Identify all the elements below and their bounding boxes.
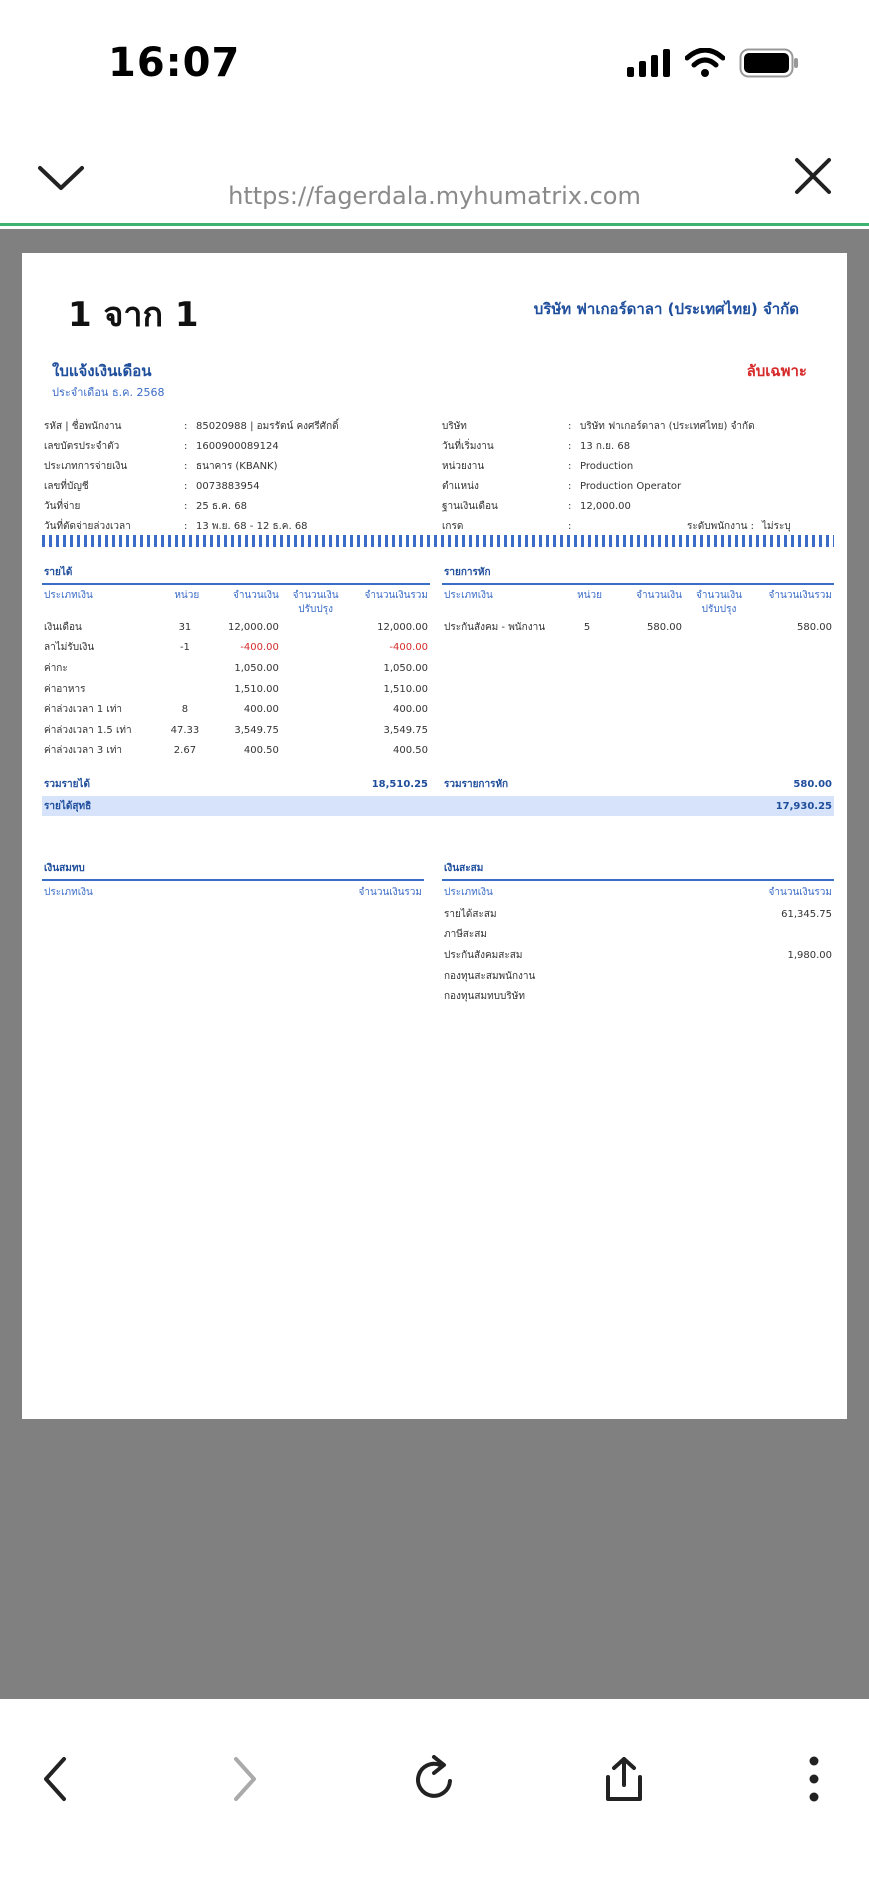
info-row: ประเภทการจ่ายเงิน : ธนาคาร (KBANK)	[44, 460, 278, 472]
status-bar	[0, 0, 869, 130]
table-row: ค่าล่วงเวลา 1 เท่า 8 400.00 400.00	[44, 704, 428, 716]
browser-toolbar	[0, 1699, 869, 1884]
close-icon[interactable]	[793, 156, 833, 196]
table-row: ค่าล่วงเวลา 1.5 เท่า 47.33 3,549.75 3,549.75	[44, 724, 428, 736]
accumulated-title: เงินสะสม	[444, 863, 484, 874]
accumulated-list	[444, 904, 832, 1007]
list-item: รายได้สะสม 61,345.75	[444, 908, 832, 920]
status-icons	[627, 48, 799, 78]
table-row: ประกันสังคม - พนักงาน 5 580.00 580.00	[444, 621, 832, 633]
barcode-divider	[42, 535, 834, 547]
employee-info-left	[44, 416, 434, 536]
info-row: วันที่ตัดจ่ายล่วงเวลา : 13 พ.ย. 68 - 12 ธ.ค. 68	[44, 520, 308, 532]
reload-button[interactable]	[406, 1751, 462, 1807]
employee-info-right	[442, 416, 832, 536]
income-title: รายได้	[44, 567, 73, 578]
col-header-type: ประเภทเงิน	[44, 590, 93, 601]
col-header-total: จำนวนเงินรวม	[768, 887, 832, 898]
list-item: กองทุนสมทบบริษัท	[444, 991, 525, 1003]
table-header-row	[42, 589, 430, 617]
more-icon	[808, 1755, 820, 1803]
table-row: ลาไม่รับเงิน -1 -400.00 -400.00	[44, 642, 428, 654]
col-header-type: ประเภทเงิน	[44, 887, 93, 898]
deduction-title: รายการหัก	[444, 567, 491, 578]
employee-level-value: ไม่ระบุ	[762, 520, 791, 532]
income-total-value: 18,510.25	[371, 778, 428, 790]
net-income-value: 17,930.25	[775, 800, 832, 812]
url-text[interactable]: https://fagerdala.myhumatrix.com	[228, 182, 641, 210]
table-row: ค่าล่วงเวลา 3 เท่า 2.67 400.50 400.50	[44, 745, 428, 757]
battery-icon	[739, 48, 799, 78]
deduction-total-label: รวมรายการหัก	[444, 778, 509, 790]
slip-period: ประจำเดือน ธ.ค. 2568	[52, 386, 165, 399]
contribution-title: เงินสมทบ	[44, 863, 85, 874]
contribution-divider	[42, 879, 424, 881]
col-header-adjust: จำนวนเงิน ปรับปรุง	[696, 590, 742, 615]
col-header-amount: จำนวนเงิน	[232, 590, 279, 601]
col-header-total: จำนวนเงินรวม	[358, 887, 422, 898]
share-icon	[600, 1755, 648, 1803]
accumulated-header	[444, 885, 832, 900]
info-row: เลขบัตรประจำตัว : 1600900089124	[44, 440, 279, 452]
page-indicator: 1 จาก 1	[68, 295, 199, 335]
table-header-row	[442, 589, 834, 617]
col-header-unit: หน่วย	[577, 590, 602, 601]
col-header-total: จำนวนเงินรวม	[364, 590, 428, 601]
income-total-row	[42, 775, 430, 793]
info-row: รหัส | ชื่อพนักงาน : 85020988 | อมรรัตน์ คงศรีศักดิ์	[44, 420, 339, 432]
status-time: 16:07	[108, 40, 241, 86]
col-header-type: ประเภทเงิน	[444, 590, 493, 601]
wifi-icon	[685, 48, 725, 78]
deduction-table	[442, 589, 834, 638]
income-divider	[42, 583, 430, 585]
table-row: ค่าอาหาร 1,510.00 1,510.00	[44, 683, 428, 695]
info-row: วันที่จ่าย : 25 ธ.ค. 68	[44, 500, 247, 512]
col-header-adjust: จำนวนเงิน ปรับปรุง	[292, 590, 339, 615]
reload-icon	[410, 1755, 458, 1803]
back-button[interactable]	[28, 1751, 84, 1807]
info-row: เกรด : ระดับพนักงาน : ไม่ระบุ	[442, 516, 832, 536]
info-row: หน่วยงาน : Production	[442, 460, 634, 472]
info-row: เลขที่บัญชี : 0073883954	[44, 480, 260, 492]
slip-title: ใบแจ้งเงินเดือน	[52, 362, 152, 380]
forward-icon	[224, 1755, 264, 1803]
share-button[interactable]	[596, 1751, 652, 1807]
employee-level-label: ระดับพนักงาน :	[687, 520, 754, 532]
back-icon	[36, 1755, 76, 1803]
deduction-total-row	[442, 775, 834, 793]
table-row: เงินเดือน 31 12,000.00 12,000.00	[44, 621, 428, 633]
net-income-label: รายได้สุทธิ	[44, 800, 92, 812]
deduction-total-value: 580.00	[793, 778, 832, 790]
browser-url-bar	[0, 130, 869, 226]
deduction-divider	[442, 583, 834, 585]
forward-button[interactable]	[216, 1751, 272, 1807]
col-header-total: จำนวนเงินรวม	[768, 590, 832, 601]
list-item: ประกันสังคมสะสม 1,980.00	[444, 949, 832, 961]
document-viewer[interactable]	[0, 229, 869, 1699]
accumulated-divider	[442, 879, 834, 881]
payslip-page	[22, 253, 847, 1419]
col-header-type: ประเภทเงิน	[444, 887, 493, 898]
col-header-amount: จำนวนเงิน	[636, 590, 682, 601]
contribution-header	[44, 885, 422, 900]
income-table	[42, 589, 430, 761]
list-item: ภาษีสะสม	[444, 929, 487, 941]
info-row: บริษัท : บริษัท ฟาเกอร์ดาลา (ประเทศไทย) จำกัด	[442, 420, 755, 432]
list-item: กองทุนสะสมพนักงาน	[444, 970, 536, 982]
info-row: วันที่เริ่มงาน : 13 ก.ย. 68	[442, 440, 631, 452]
info-row: ตำแหน่ง : Production Operator	[442, 480, 682, 492]
confidential-label: ลับเฉพาะ	[746, 362, 807, 380]
table-row: ค่ากะ 1,050.00 1,050.00	[44, 662, 428, 674]
col-header-unit: หน่วย	[174, 590, 200, 601]
company-header: บริษัท ฟาเกอร์ดาลา (ประเทศไทย) จำกัด	[533, 300, 799, 318]
more-button[interactable]	[786, 1751, 842, 1807]
info-row: ฐานเงินเดือน : 12,000.00	[442, 500, 631, 512]
income-total-label: รวมรายได้	[44, 778, 90, 790]
net-income-row	[42, 796, 834, 816]
signal-icon	[627, 49, 671, 77]
